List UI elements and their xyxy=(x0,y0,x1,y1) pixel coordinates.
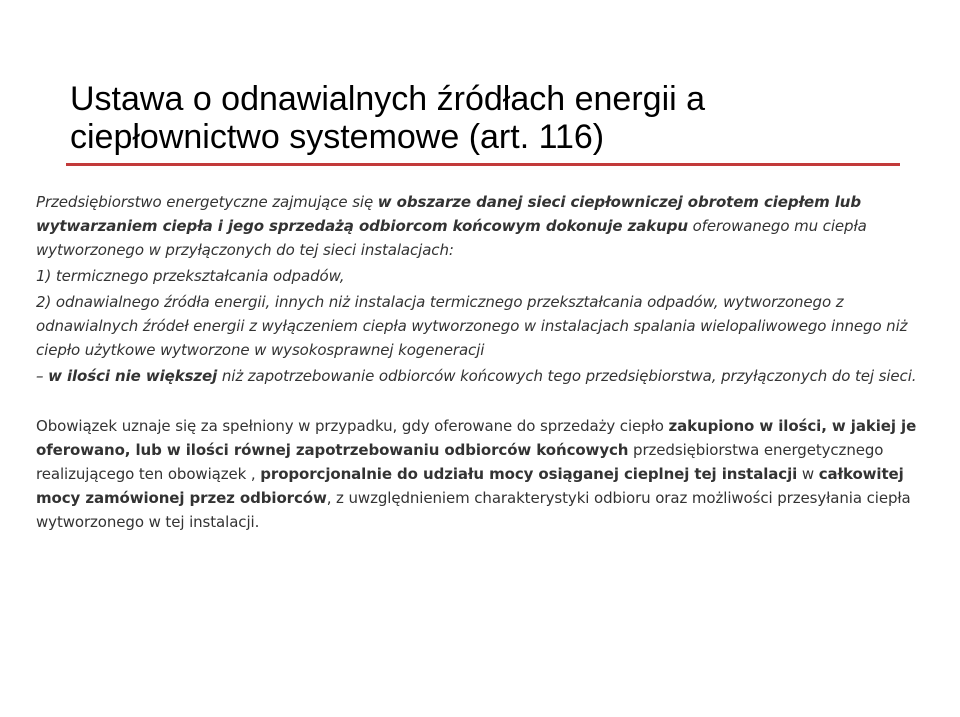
list-item-3 xyxy=(36,362,936,388)
item3-rest: niż zapotrzebowanie odbiorców końcowych tego przedsiębiorstwa, przyłączonych do tej sieci. xyxy=(217,367,917,385)
para2-text-1: Obowiązek uznaje się za spełniony w przypadku, gdy oferowane do sprzedaży ciepło xyxy=(36,417,669,435)
paragraph-obligation xyxy=(36,190,936,262)
title-line-1: Ustawa o odnawialnych źródłach energii a xyxy=(70,80,706,118)
para2-bold-1: zakupiono w ilości, w jakiej je oferowano, lub w ilości równej zapotrzebowaniu odbiorców końcowych xyxy=(36,417,917,459)
item3-bold: w ilości nie większej xyxy=(48,367,218,385)
slide-title xyxy=(70,80,930,156)
list-item-2: 2) odnawialnego źródła energii, innych niż instalacja termicznego przekształcania odpadów, wytworzonego z odnawialnych źródeł energii z wyłączeniem ciepła wytworzonego w instalacjach spalania wielopaliwowego innego niż ciepło użytkowe wytworzone w wysokosprawnej kogeneracji xyxy=(36,293,908,359)
para2-bold-2: proporcjonalnie do udziału mocy osiąganej cieplnej tej instalacji xyxy=(260,465,798,483)
legal-quote-block xyxy=(36,190,936,388)
item3-dash: – xyxy=(36,367,49,385)
para1-bold: w obszarze danej sieci ciepłowniczej obrotem ciepłem lub wytwarzaniem ciepła i jego sprzedażą odbiorcom końcowym dokonuje zakupu xyxy=(36,193,862,235)
slide-content xyxy=(36,190,936,534)
para2-text-4: , z uwzględnieniem charakterystyki odbioru oraz możliwości przesyłania ciepła wytworzonego w tej instalacji. xyxy=(36,489,911,531)
paragraph-fulfilment xyxy=(36,414,936,534)
title-underline xyxy=(66,163,900,166)
para1-rest: oferowanego mu ciepła wytworzonego w przyłączonych do tej sieci instalacjach: xyxy=(36,217,867,259)
spacer xyxy=(36,388,936,414)
title-line-2: ciepłownictwo systemowe (art. 116) xyxy=(70,118,605,156)
list-item-1: 1) termicznego przekształcania odpadów, xyxy=(36,267,345,285)
para1-lead: Przedsiębiorstwo energetyczne zajmujące się xyxy=(36,193,378,211)
para2-text-2: przedsiębiorstwa energetycznego realizującego ten obowiązek , xyxy=(36,441,884,483)
para2-text-3: w xyxy=(797,465,819,483)
para2-bold-3: całkowitej mocy zamówionej przez odbiorców xyxy=(36,465,904,507)
